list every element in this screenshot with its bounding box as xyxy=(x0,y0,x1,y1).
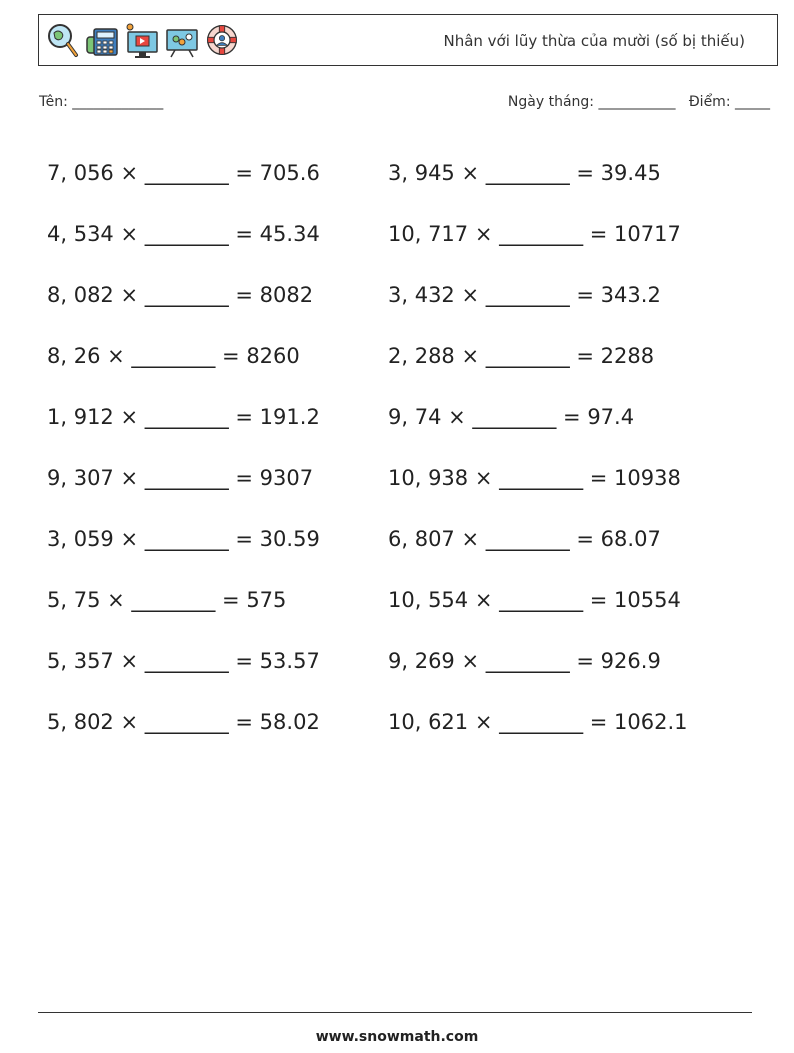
header-icons xyxy=(45,21,239,59)
problem-row xyxy=(47,386,767,447)
problem: 1, 912 × ________ = 191.2 xyxy=(47,404,320,429)
problem: 10, 717 × ________ = 10717 xyxy=(388,221,681,246)
calculator-phone-icon xyxy=(85,21,119,59)
problem: 9, 269 × ________ = 926.9 xyxy=(388,648,661,673)
score-label: Điểm: xyxy=(688,94,731,110)
problem: 10, 621 × ________ = 1062.1 xyxy=(388,709,688,734)
problem-row xyxy=(47,264,767,325)
lifebuoy-user-icon xyxy=(205,21,239,59)
footer-url[interactable]: www.snowmath.com xyxy=(315,1029,479,1045)
problem: 8, 082 × ________ = 8082 xyxy=(47,282,314,307)
date-score-fields xyxy=(508,94,770,110)
problem-row xyxy=(47,630,767,691)
footer-divider xyxy=(38,1012,752,1013)
date-label: Ngày tháng: xyxy=(507,94,595,110)
problem-row xyxy=(47,508,767,569)
problem: 4, 534 × ________ = 45.34 xyxy=(47,221,320,246)
name-field xyxy=(39,94,163,110)
problem: 5, 357 × ________ = 53.57 xyxy=(47,648,320,673)
problem-row xyxy=(47,569,767,630)
name-blank: _____________ xyxy=(72,94,164,110)
problem-row xyxy=(47,447,767,508)
problem-row xyxy=(47,203,767,264)
problem: 9, 307 × ________ = 9307 xyxy=(47,465,314,490)
score-blank: _____ xyxy=(735,94,770,110)
problem: 7, 056 × ________ = 705.6 xyxy=(47,160,320,185)
problem-row xyxy=(47,691,767,752)
problem: 2, 288 × ________ = 2288 xyxy=(388,343,655,368)
problem: 9, 74 × ________ = 97.4 xyxy=(388,404,635,429)
date-blank: ___________ xyxy=(598,94,676,110)
problem: 6, 807 × ________ = 68.07 xyxy=(388,526,661,551)
problem: 3, 432 × ________ = 343.2 xyxy=(388,282,661,307)
header-box xyxy=(38,14,778,66)
problem: 10, 938 × ________ = 10938 xyxy=(388,465,681,490)
problem-list xyxy=(47,142,767,752)
problem: 5, 802 × ________ = 58.02 xyxy=(47,709,320,734)
problem-row xyxy=(47,142,767,203)
problem: 10, 554 × ________ = 10554 xyxy=(388,587,681,612)
problem-row xyxy=(47,325,767,386)
problem: 3, 059 × ________ = 30.59 xyxy=(47,526,320,551)
problem: 8, 26 × ________ = 8260 xyxy=(47,343,300,368)
worksheet-title: Nhân với lũy thừa của mười (số bị thiếu) xyxy=(443,32,745,50)
problem: 3, 945 × ________ = 39.45 xyxy=(388,160,661,185)
presentation-board-icon xyxy=(165,21,199,59)
monitor-video-icon xyxy=(125,21,159,59)
magnifier-globe-icon xyxy=(45,21,79,59)
problem: 5, 75 × ________ = 575 xyxy=(47,587,287,612)
name-label: Tên: xyxy=(39,94,68,110)
